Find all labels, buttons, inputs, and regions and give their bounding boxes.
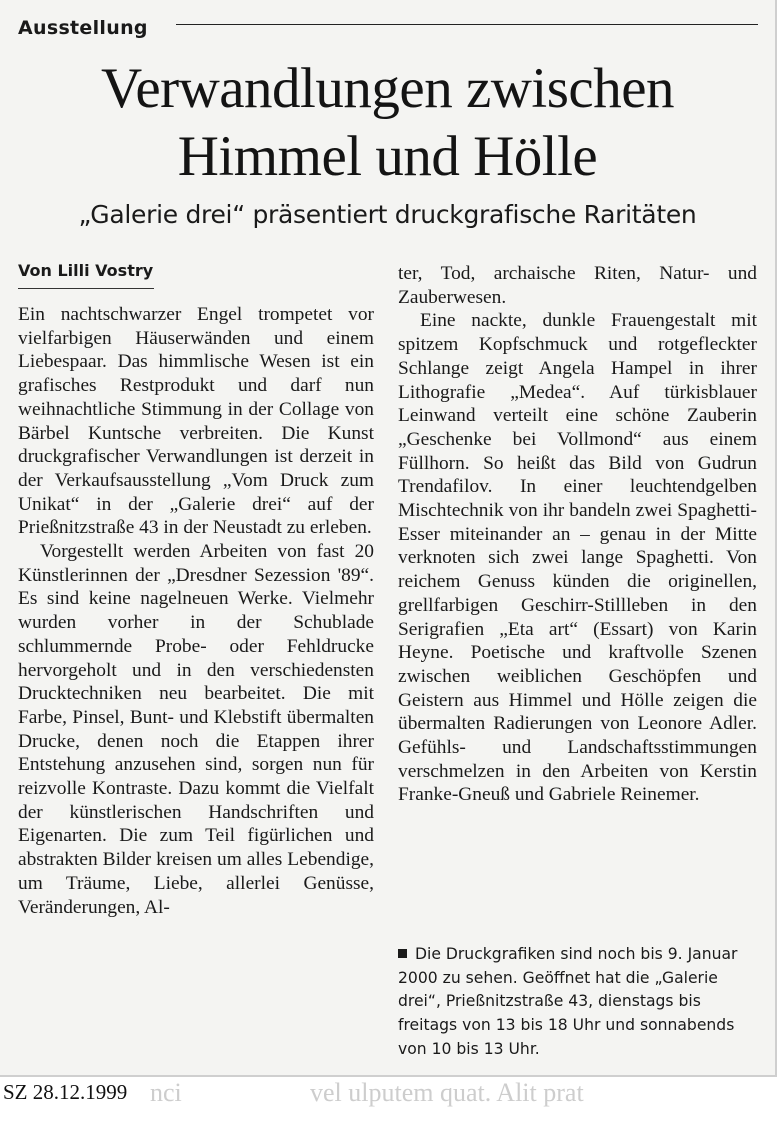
- article-column-right: [398, 262, 757, 807]
- article-column-left: [18, 303, 374, 919]
- headline-line-1: Verwandlungen zwischen: [100, 57, 675, 120]
- bleed-through-text: nci: [150, 1078, 182, 1107]
- info-box: [398, 943, 760, 1062]
- paragraph: Ein nachtschwarzer Engel trompetet vor vielfarbigen Häuserwänden und einem Liebespaar. Das himmlische Wesen ist ein grafisches Restprodukt und darf nun weihnachtliche Stimmung in der Collage von Bärbel Kuntsche verbreiten. Die Kunst druckgrafischer Verwandlungen ist derzeit in der Verkaufsausstellung „Vom Druck zum Unikat“ in der „Galerie drei“ auf der Prießnitzstraße 43 in der Neustadt zu erleben.: [18, 304, 374, 539]
- headline-line-2: Himmel und Hölle: [177, 125, 598, 188]
- paragraph: ter, Tod, archaische Riten, Natur- und Zauberwesen.: [398, 263, 757, 308]
- kicker-row: [18, 17, 758, 45]
- source-label: SZ 28.12.1999: [3, 1080, 128, 1104]
- section-kicker: Ausstellung: [18, 17, 148, 39]
- byline-rule: [18, 288, 154, 289]
- bleed-through-text: vel ulputem quat. Alit prat: [310, 1078, 584, 1107]
- paragraph: Vorgestellt werden Arbeiten von fast 20 Künstlerinnen der „Dresdner Sezession '89“. Es sind keine nagelneuen Werke. Vielmehr wurden vorher in der Schublade schlummernde Probe- oder Fehldrucke hervorgeholt und in den verschiedensten Drucktechniken neu bearbeitet. Die mit Farbe, Pinsel, Bunt- und Klebstift übermalten Drucke, denen noch die Etappen ihrer Entstehung anzusehen sind, sorgen nun für reizvolle Kontraste. Dazu kommt die Vielfalt der künstlerischen Handschriften und Eigenarten. Die zum Teil figürlichen und abstrakten Bilder kreisen um alles Lebendige, um Träume, Liebe, allerlei Genüsse, Veränderungen, Al-: [18, 541, 374, 918]
- paragraph: Eine nackte, dunkle Frauengestalt mit spitzem Kopfschmuck und rotgefleckter Schlange zeigt Angela Hampel in ihrer Lithografie „Medea“. Auf türkisblauer Leinwand verteilt eine schöne Zauberin „Geschenke bei Vollmond“ aus einem Füllhorn. So heißt das Bild von Gudrun Trendafilov. In einer leuchtendgelben Mischtechnik von ihr bandeln zwei Spaghetti-Esser miteinander an – genau in der Mitte verknoten sich zwei lange Spaghetti. Von reichem Genuss künden die originellen, grellfarbigen Geschirr-Stillleben in den Serigrafien „Eta art“ (Essart) von Karin Heyne. Poetische und kraftvolle Szenen zwischen weiblichen Geschöpfen und Geistern aus Himmel und Hölle zeigen die übermalten Radierungen von Leonore Adler. Gefühls- und Landschaftsstimmungen verschmelzen in den Arbeiten von Kerstin Franke-Gneuß und Gabriele Reinemer.: [398, 310, 757, 806]
- square-bullet-icon: [398, 949, 407, 958]
- byline: Von Lilli Vostry: [18, 261, 154, 280]
- headline: [0, 55, 775, 191]
- info-text: Die Druckgrafiken sind noch bis 9. Januar 2000 zu sehen. Geöffnet hat die „Galerie drei“, Prießnitzstraße 43, dienstags bis freitags von 13 bis 18 Uhr und sonnabends von 10 bis 13 Uhr.: [398, 945, 738, 1058]
- subheadline: „Galerie drei“ präsentiert druckgrafische Raritäten: [78, 200, 697, 229]
- kicker-rule: [176, 24, 758, 25]
